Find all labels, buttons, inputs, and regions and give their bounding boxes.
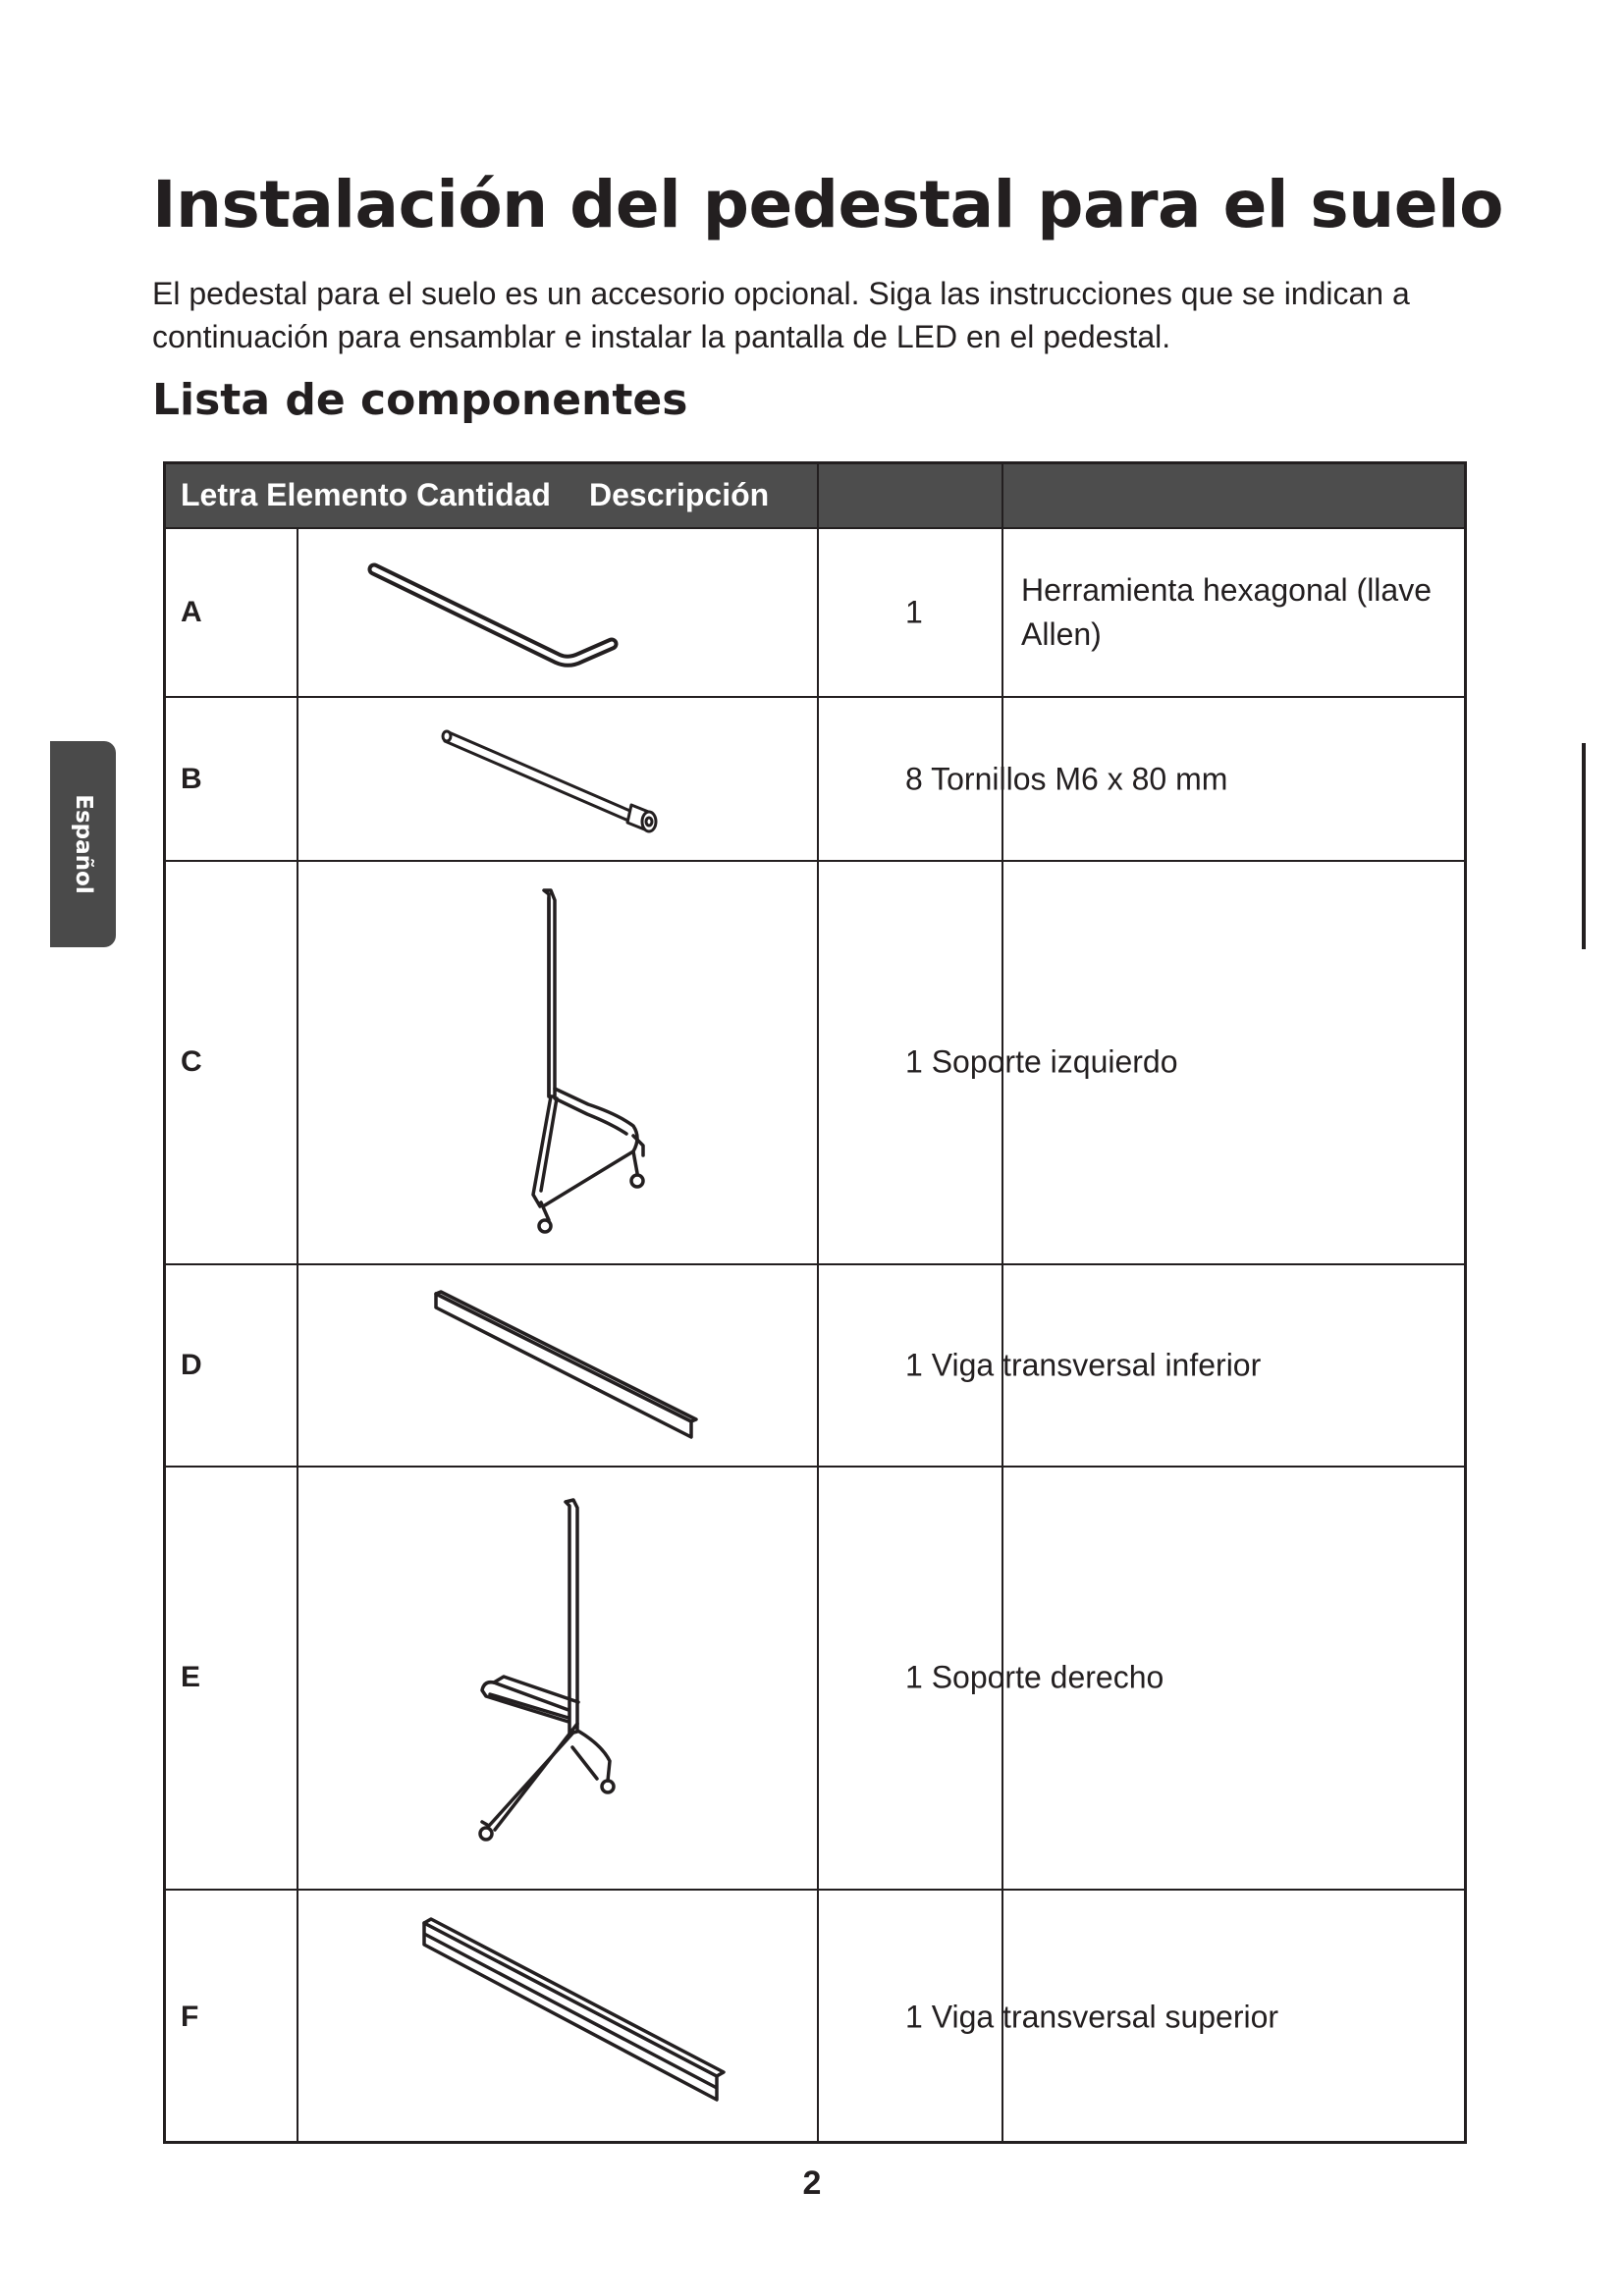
table-row: [163, 528, 1467, 697]
intro-paragraph: El pedestal para el suelo es un accesorio opcional. Siga las instrucciones que se indican a continuación para ensamblar e instalar la pantalla de LED en el pedestal.: [152, 276, 1410, 354]
language-tab-label: Español: [70, 794, 96, 894]
header-columns-label: Letra Elemento Cantidad: [181, 477, 551, 512]
row-description: 1 Viga transversal inferior: [905, 1347, 1262, 1383]
lower-beam-icon: [298, 1264, 818, 1467]
header-description-label: Descripción: [589, 477, 770, 512]
upper-beam-icon: [298, 1890, 818, 2144]
row-description: 8 Tornillos M6 x 80 mm: [905, 761, 1228, 797]
row-letter: B: [181, 763, 202, 795]
hex-key-icon: [298, 528, 818, 697]
section-title: Lista de componentes: [152, 375, 688, 425]
table-row: [163, 1890, 1467, 2144]
row-description: 1 Soporte izquierdo: [905, 1043, 1178, 1080]
page-title: Instalación del pedestal para el suelo: [152, 167, 1503, 242]
table-row: [163, 697, 1467, 861]
right-stand-icon: [298, 1467, 818, 1890]
table-row: [163, 861, 1467, 1264]
row-quantity: 1: [905, 594, 923, 630]
components-table: [163, 461, 1467, 2144]
page-number: 2: [802, 2164, 822, 2202]
screw-icon: [298, 697, 818, 861]
left-stand-icon: [298, 861, 818, 1264]
row-letter: F: [181, 2001, 199, 2033]
table-row: [163, 1264, 1467, 1467]
row-letter: E: [181, 1661, 201, 1693]
row-letter: A: [181, 596, 202, 628]
row-letter: C: [181, 1045, 202, 1078]
side-rule: [1582, 743, 1586, 949]
table-row: [163, 1467, 1467, 1890]
row-description: 1 Viga transversal superior: [905, 1999, 1279, 2035]
row-letter: D: [181, 1349, 202, 1381]
language-tab: [50, 741, 116, 947]
row-description: 1 Soporte derecho: [905, 1659, 1164, 1695]
row-description: Herramienta hexagonal (llave Allen): [1021, 572, 1432, 652]
